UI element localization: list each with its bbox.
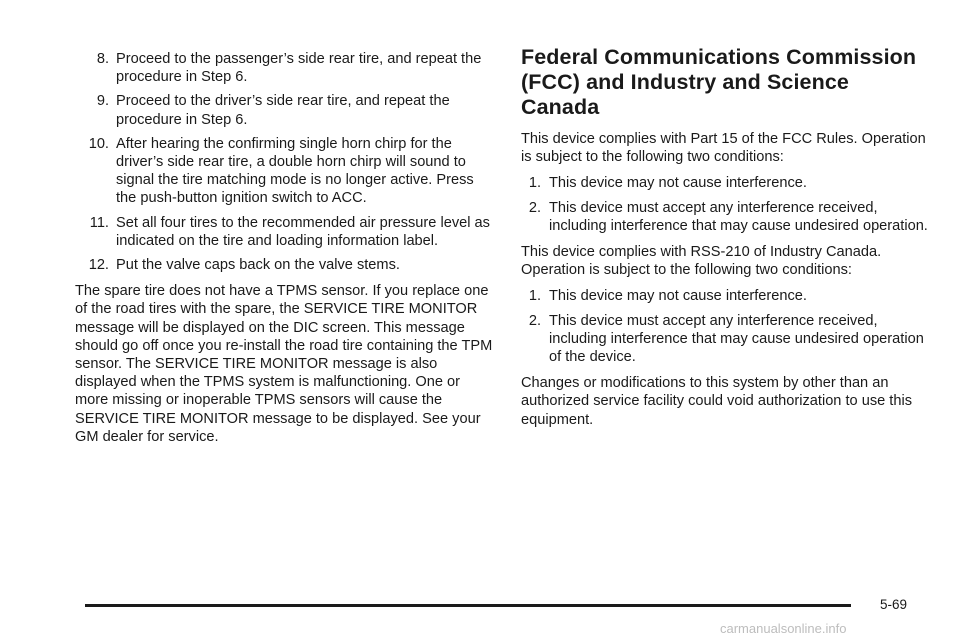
left-column bbox=[75, 50, 496, 454]
steps-list bbox=[75, 50, 496, 274]
list-item bbox=[75, 214, 496, 250]
step-number: 9. bbox=[96, 93, 109, 110]
step-number: 10. bbox=[88, 135, 109, 152]
closing-paragraph: Changes or modifications to this system by other than an authorized service facility could void authorization to use this equipment. bbox=[521, 375, 912, 428]
step-text: Put the valve caps back on the valve stems. bbox=[116, 257, 400, 274]
right-column bbox=[521, 45, 931, 437]
condition-text: This device may not cause interference. bbox=[549, 288, 807, 305]
condition-number: 1. bbox=[528, 175, 541, 192]
list-item bbox=[75, 50, 496, 86]
watermark: carmanualsonline.info bbox=[720, 621, 847, 636]
list-item bbox=[521, 199, 931, 235]
condition-number: 2. bbox=[528, 199, 541, 216]
list-item bbox=[521, 312, 931, 367]
condition-text: This device must accept any interference received, including interference that may cause undesired operation. bbox=[549, 199, 928, 234]
step-text: Proceed to the passenger’s side rear tire, and repeat the procedure in Step 6. bbox=[116, 51, 482, 86]
ic-conditions-list bbox=[521, 287, 931, 366]
step-text: Set all four tires to the recommended air pressure level as indicated on the tire and loading information label. bbox=[116, 214, 490, 249]
condition-number: 2. bbox=[528, 312, 541, 329]
list-item bbox=[75, 135, 496, 208]
step-text: After hearing the confirming single horn chirp for the driver’s side rear tire, a double horn chirp will sound to signal the tire matching mode is no longer active. Press the push-button ignition switch to ACC. bbox=[116, 135, 474, 207]
list-item bbox=[75, 92, 496, 128]
condition-number: 1. bbox=[528, 288, 541, 305]
list-item bbox=[75, 256, 496, 274]
step-number: 11. bbox=[89, 214, 109, 231]
footer-rule bbox=[85, 604, 851, 607]
condition-text: This device must accept any interference received, including interference that may cause undesired operation of the device. bbox=[549, 312, 924, 366]
step-text: Proceed to the driver’s side rear tire, and repeat the procedure in Step 6. bbox=[116, 93, 450, 128]
step-number: 8. bbox=[96, 51, 109, 67]
list-item bbox=[521, 287, 931, 305]
fcc-intro: This device complies with Part 15 of the FCC Rules. Operation is subject to the following two conditions: bbox=[521, 131, 926, 166]
fcc-conditions-list bbox=[521, 174, 931, 235]
step-number: 12. bbox=[88, 257, 109, 274]
page-number: 5-69 bbox=[880, 597, 908, 612]
list-item bbox=[521, 174, 931, 192]
section-heading: Federal Communications Commission (FCC) and Industry and Science Canada bbox=[521, 45, 917, 119]
ic-intro: This device complies with RSS-210 of Industry Canada. Operation is subject to the following two conditions: bbox=[521, 244, 882, 279]
spare-tire-paragraph: The spare tire does not have a TPMS sensor. If you replace one of the road tires with the spare, the SERVICE TIRE MONITOR message will be displayed on the DIC screen. This message should go off once you re-install the road tire containing the TPM sensor. The SERVICE TIRE MONITOR message is also displayed when the TPMS system is malfunctioning. One or more missing or inoperable TPMS sensors will cause the SERVICE TIRE MONITOR message to be displayed. See your GM dealer for service. bbox=[75, 283, 493, 445]
condition-text: This device may not cause interference. bbox=[549, 175, 807, 192]
